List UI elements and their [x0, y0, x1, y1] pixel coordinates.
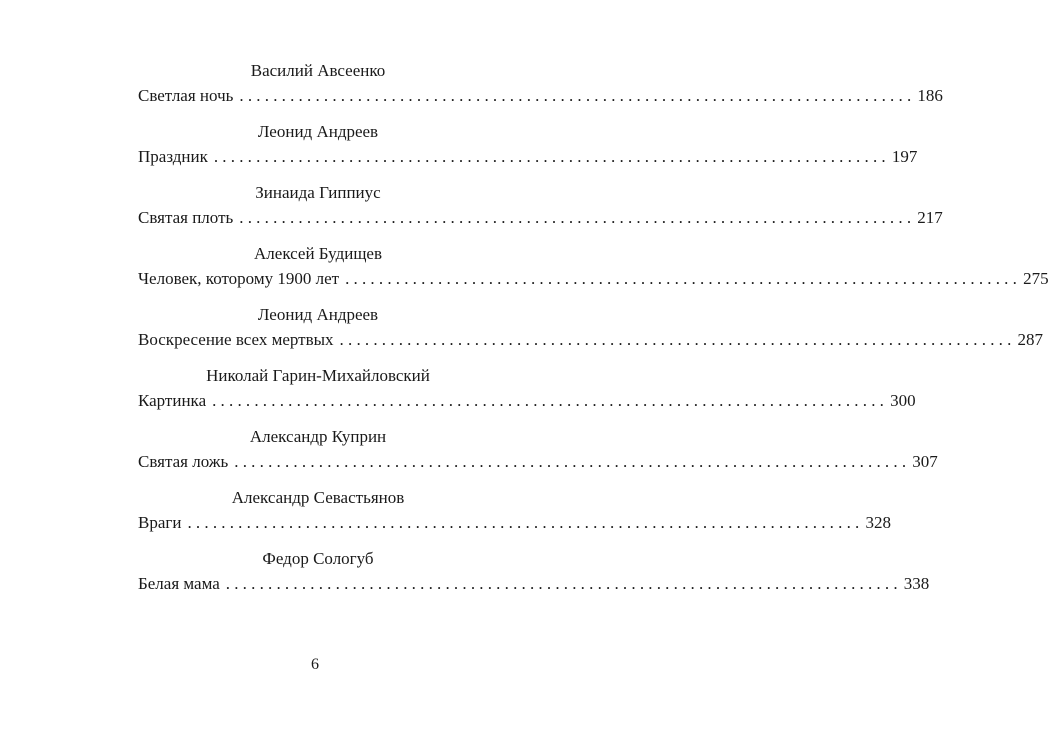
dot-leader: ................................................................................: [213, 147, 890, 166]
dot-leader: ................................................................................: [234, 452, 911, 471]
toc-entry: [138, 485, 891, 546]
toc-page-number: 186: [917, 86, 943, 105]
toc-line: [138, 572, 930, 596]
toc-line: [138, 206, 943, 230]
toc-page-number: 197: [891, 147, 918, 166]
toc-line: [138, 511, 891, 535]
dot-leader: ................................................................................: [225, 574, 902, 593]
toc-entry: [138, 241, 1049, 302]
toc-page-number: 307: [912, 452, 938, 471]
toc-author: Федор Сологуб: [262, 549, 374, 568]
toc-page-number: 287: [1017, 330, 1044, 349]
toc-entry: [138, 58, 943, 119]
toc-page-number: 328: [865, 513, 891, 532]
toc-title: Враги: [138, 513, 182, 532]
table-of-contents: [138, 58, 1049, 607]
toc-author: Василий Авсеенко: [250, 61, 386, 80]
toc-entry: [138, 302, 1044, 363]
dot-leader: ................................................................................: [345, 269, 1022, 288]
toc-entry: [138, 424, 938, 485]
toc-line: [138, 145, 918, 169]
dot-leader: ................................................................................: [239, 86, 916, 105]
toc-line: [138, 389, 916, 413]
toc-title: Светлая ночь: [138, 86, 234, 105]
dot-leader: ................................................................................: [212, 391, 889, 410]
toc-page-number: 217: [917, 208, 943, 227]
dot-leader: ................................................................................: [239, 208, 916, 227]
toc-page-number: 275: [1023, 269, 1049, 288]
toc-author: Николай Гарин-Михайловский: [206, 366, 430, 385]
toc-title: Праздник: [138, 147, 208, 166]
toc-entry: [138, 119, 918, 180]
toc-title: Воскресение всех мертвых: [138, 330, 334, 349]
toc-author: Алексей Будищев: [254, 244, 382, 263]
toc-line: [138, 450, 938, 474]
toc-author: Леонид Андреев: [257, 305, 379, 324]
toc-entry: [138, 180, 943, 241]
toc-line: [138, 84, 943, 108]
toc-title: Человек, которому 1900 лет: [138, 269, 340, 288]
toc-page-number: 300: [890, 391, 916, 410]
toc-entry: [138, 363, 916, 424]
toc-entry: [138, 546, 930, 607]
toc-line: [138, 267, 1049, 291]
toc-author: Леонид Андреев: [257, 122, 379, 141]
toc-title: Святая ложь: [138, 452, 229, 471]
toc-author: Зинаида Гиппиус: [255, 183, 381, 202]
toc-author: Александр Куприн: [249, 427, 387, 446]
toc-title: Картинка: [138, 391, 207, 410]
dot-leader: ................................................................................: [187, 513, 864, 532]
toc-title: Святая плоть: [138, 208, 234, 227]
toc-line: [138, 328, 1044, 352]
toc-page-number: 338: [903, 574, 930, 593]
toc-title: Белая мама: [138, 574, 220, 593]
toc-author: Александр Севастьянов: [231, 488, 405, 507]
dot-leader: ................................................................................: [339, 330, 1016, 349]
page-number: 6: [311, 656, 319, 673]
